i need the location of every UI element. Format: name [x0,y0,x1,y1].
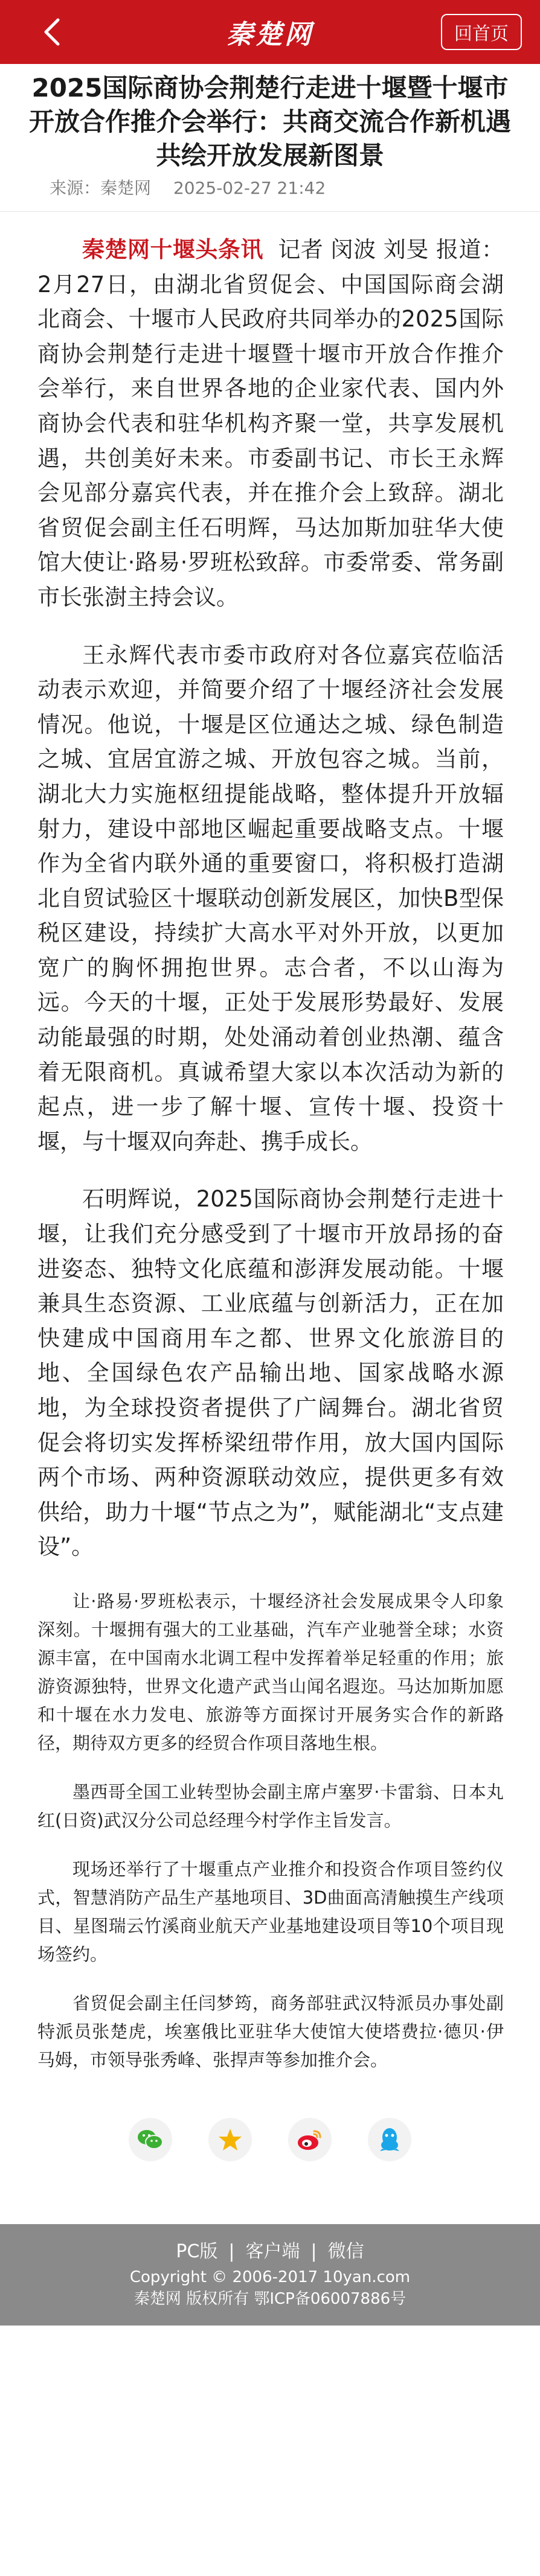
publish-datetime: 2025-02-27 21:42 [173,178,326,198]
page-footer [0,2224,540,2326]
source-name: 秦楚网 [100,178,152,198]
footer-copyright: Copyright © 2006-2017 10yan.com [129,2268,411,2286]
article-lead: 秦楚网十堰头条讯 [82,237,263,263]
article-paragraph-1: 秦楚网十堰头条讯 记者 闵波 刘旻 报道：2月27日，由湖北省贸促会、中国国际商会湖北商会、十堰市人民政府共同举办的2025国际商协会荆楚行走进十堰暨十堰市开放合作推介会举行，来自世界各地的企业家代表、国内外商协会代表和驻华机构齐聚一堂，共享发展机遇，共创美好未来。市委副书记、市长王永辉会见部分嘉宾代表，并在推介会上致辞。湖北省贸促会副主任石明辉，马达加斯加驻华大使馆大使让·路易·罗班松致辞。市委常委、常务副市长张澍主持会议。 [37,237,504,610]
article-paragraph-6: 现场还举行了十堰重点产业推介和投资合作项目签约仪式，智慧消防产品生产基地项目、3D曲面高清触摸生产线项目、星图瑞云竹溪商业航天产业基地建设项目等10个项目现场签约。 [37,1858,504,1965]
article-paragraph-3: 石明辉说，2025国际商协会荆楚行走进十堰，让我们充分感受到了十堰市开放昂扬的奋进姿态、独特文化底蕴和澎湃发展动能。十堰兼具生态资源、工业底蕴与创新活力，正在加快建成中国商用车之都、世界文化旅游目的地、全国绿色农产品输出地、国家战略水源地，为全球投资者提供了广阔舞台。湖北省贸促会将切实发挥桥梁纽带作用，放大国内国际两个市场、两种资源联动效应，提供更多有效供给，助力十堰“节点之为”，赋能湖北“支点建设”。 [37,1186,504,1560]
article-paragraph-4: 让·路易·罗班松表示，十堰经济社会发展成果令人印象深刻。十堰拥有强大的工业基础，汽车产业驰誉全球；水资源丰富，在中国南水北调工程中发挥着举足轻重的作用；旅游资源独特，世界文化遗产武当山闻名遐迩。马达加斯加愿和十堰在水力发电、旅游等方面探讨开展务实合作的新路径，期待双方更多的经贸合作项目落地生根。 [37,1590,504,1753]
footer-link-pc[interactable]: PC版 [176,2240,218,2262]
footer-link-app[interactable]: 客户端 [245,2240,300,2262]
footer-license: 秦楚网 版权所有 鄂ICP备06007886号 [133,2289,407,2308]
source-label: 来源：秦楚网 [50,178,152,198]
article-paragraph-2: 王永辉代表市委市政府对各位嘉宾莅临活动表示欢迎，并简要介绍了十堰经济社会发展情况。他说，十堰是区位通达之城、绿色制造之城、宜居宜游之城、开放包容之城。当前，湖北大力实施枢纽提能战略，整体提升开放辐射力，建设中部地区崛起重要战略支点。十堰作为全省内联外通的重要窗口，将积极打造湖北自贸试验区十堰联动创新发展区，加快B型保税区建设，持续扩大高水平对外开放，以更加宽广的胸怀拥抱世界。志合者，不以山海为远。今天的十堰，正处于发展形势最好、发展动能最强的时期，处处涌动着创业热潮、蕴含着无限商机。真诚希望大家以本次活动为新的起点，进一步了解十堰、宣传十堰、投资十堰，与十堰双向奔赴、携手成长。 [37,642,504,1155]
site-logo[interactable]: 秦楚网 [227,19,313,50]
qzone-star-icon[interactable] [208,2118,252,2161]
article-body [0,212,540,2107]
qq-icon[interactable] [368,2118,411,2161]
weibo-icon[interactable] [288,2118,332,2161]
back-arrow-icon[interactable] [40,15,64,49]
article-title: 2025国际商协会荆楚行走进十堰暨十堰市开放合作推介会举行：共商交流合作新机遇 共绘开放发展新图景 [28,73,511,170]
wechat-icon[interactable] [129,2118,172,2161]
footer-links: PC版 | 客户端 | 微信 [176,2240,364,2262]
home-button[interactable]: 回首页 [441,14,522,50]
article-paragraph-7: 省贸促会副主任闫梦筠，商务部驻武汉特派员办事处副特派员张楚虎，埃塞俄比亚驻华大使馆大使塔费拉·德贝·伊马姆，市领导张秀峰、张捍声等参加推介会。 [37,1992,504,2070]
top-bar [0,0,540,64]
article-paragraph-5: 墨西哥全国工业转型协会副主席卢塞罗·卡雷翁、日本丸红(日资)武汉分公司总经理今村学作主旨发言。 [37,1781,504,1831]
article-meta [0,173,540,200]
footer-link-wechat[interactable]: 微信 [327,2240,364,2262]
share-bar [0,2107,540,2198]
